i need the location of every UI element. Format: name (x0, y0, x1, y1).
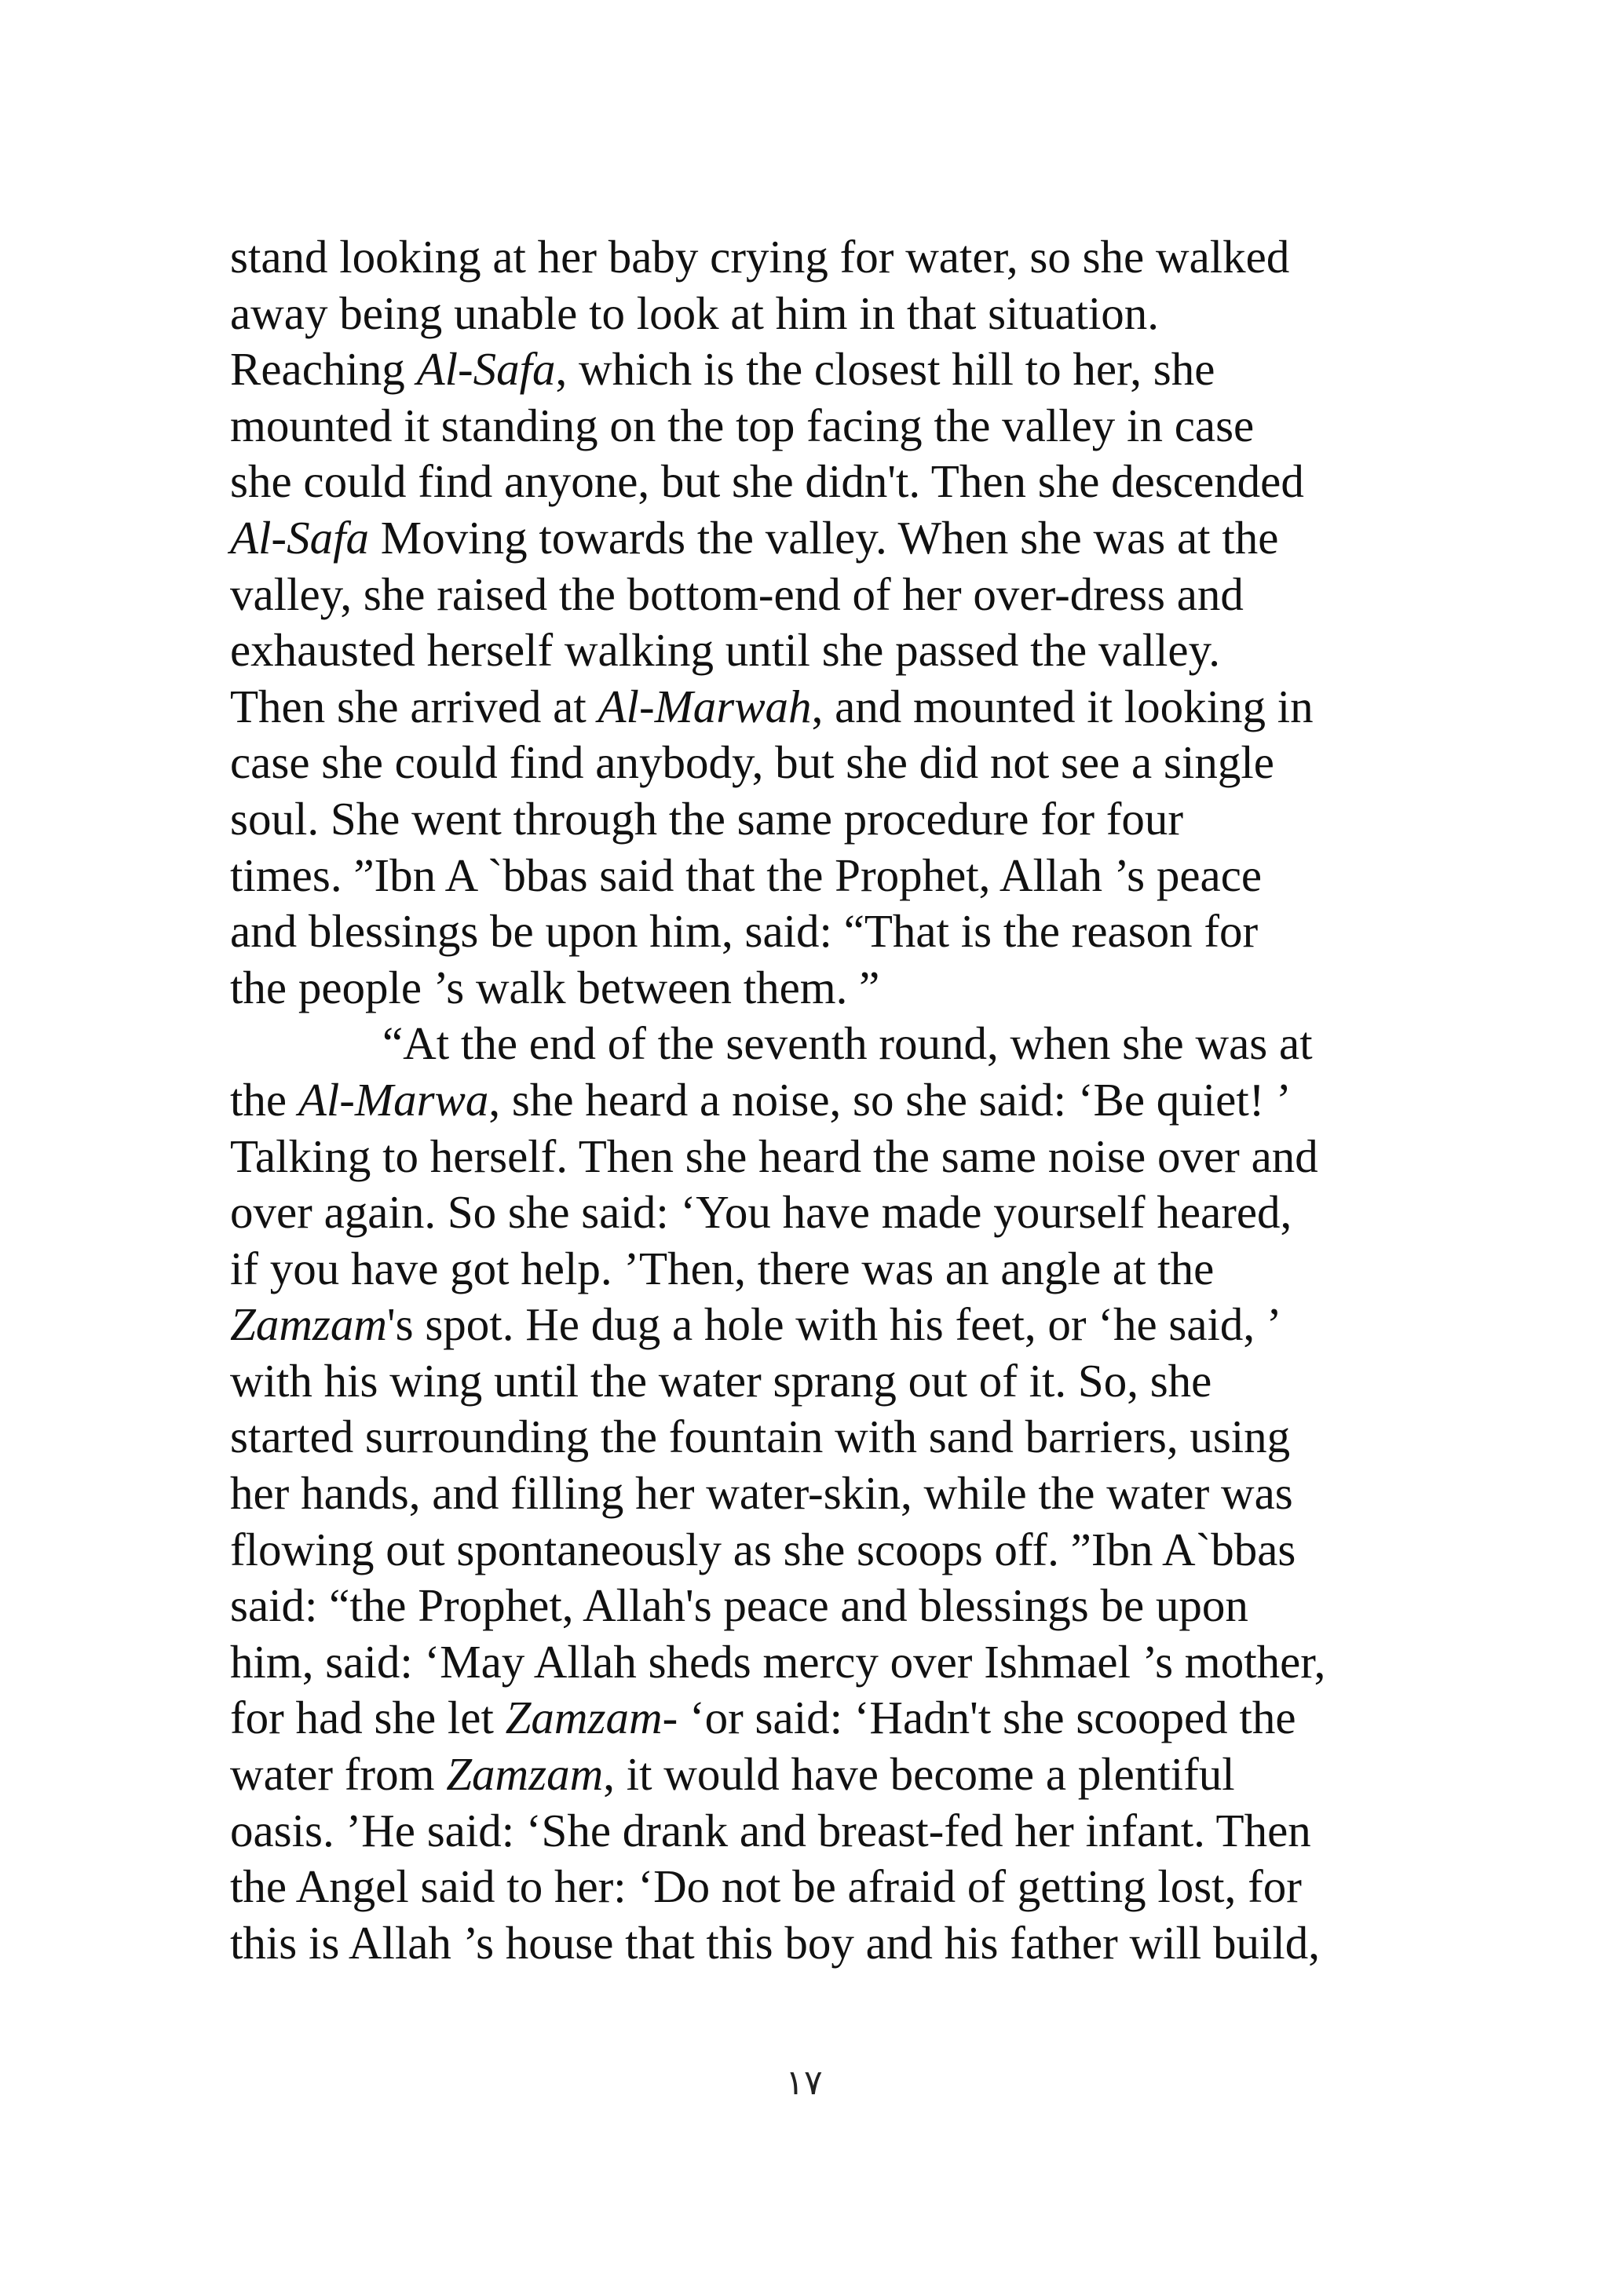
text-run: , which is the closest hill to her, she (555, 343, 1215, 396)
text-run: the people ’s walk between them. ” (230, 961, 880, 1013)
text-line (230, 791, 1388, 848)
text-line (230, 1803, 1388, 1860)
text-run: started surrounding the fountain with sand barriers, using (230, 1411, 1291, 1463)
text-line (230, 679, 1388, 736)
text-run: water from (230, 1748, 447, 1801)
text-line (230, 1409, 1388, 1466)
text-run: soul. She went through the same procedure for four (230, 792, 1184, 845)
text-line (230, 1578, 1388, 1634)
text-run: , she heard a noise, so she said: ‘Be quiet! ’ (488, 1073, 1292, 1126)
text-run: over again. So she said: ‘You have made yourself heared, (230, 1186, 1292, 1239)
text-line (230, 903, 1388, 960)
text-run: Reaching (230, 343, 417, 396)
italic-term: Al-Marwah (598, 680, 812, 732)
text-run: she could find anyone, but she didn't. Then she descended (230, 455, 1304, 508)
text-run: this is Allah ’s house that this boy and his father will build, (230, 1916, 1321, 1969)
text-run: , and mounted it looking in (811, 680, 1314, 732)
text-line (230, 1072, 1388, 1129)
text-line (230, 1129, 1388, 1185)
text-line (230, 1185, 1388, 1241)
text-run: said: “the Prophet, Allah's peace and blessings be upon (230, 1579, 1248, 1632)
italic-term: Al-Safa (416, 343, 556, 396)
text-run: away being unable to look at him in that situation. (230, 287, 1160, 339)
text-run: valley, she raised the bottom-end of her over-dress and (230, 568, 1244, 620)
text-run: Then she arrived at (230, 680, 598, 732)
text-run: stand looking at her baby crying for water, so she walked (230, 231, 1290, 283)
text-run: oasis. ’He said: ‘She drank and breast-fed her infant. Then (230, 1804, 1311, 1856)
italic-term: Zamzam (230, 1298, 387, 1351)
text-run: Talking to herself. Then she heard the same noise over and (230, 1130, 1318, 1182)
page-number: ١٧ (785, 2063, 823, 2103)
text-run: for had she let (230, 1692, 506, 1744)
page-text (230, 229, 1388, 1971)
text-line (230, 1522, 1388, 1579)
text-run: and blessings be upon him, said: “That is the reason for (230, 905, 1259, 958)
text-run: times. ”Ibn A `bbas said that the Prophet, Allah ’s peace (230, 849, 1263, 901)
text-run: mounted it standing on the top facing the valley in case (230, 399, 1255, 451)
text-run: if you have got help. ’Then, there was an angle at the (230, 1242, 1215, 1294)
text-run: case she could find anybody, but she did not see a single (230, 736, 1274, 789)
italic-term: Zamzam (505, 1692, 663, 1744)
text-line (230, 848, 1388, 904)
text-run: 's spot. He dug a hole with his feet, or ‘he said, ’ (387, 1298, 1282, 1351)
text-line (230, 1859, 1388, 1915)
text-run: , it would have become a plentiful (603, 1748, 1235, 1801)
text-line (230, 341, 1388, 398)
text-line (230, 510, 1388, 567)
text-line (230, 1016, 1388, 1072)
italic-term: Al-Safa (230, 511, 369, 564)
text-run: Moving towards the valley. When she was at the (368, 511, 1279, 564)
text-line (230, 1690, 1388, 1747)
text-run: - ‘or said: ‘Hadn't she scooped the (662, 1692, 1296, 1744)
text-run: exhausted herself walking until she passed the valley. (230, 624, 1221, 677)
text-line (230, 567, 1388, 623)
text-line (230, 1466, 1388, 1522)
text-line (230, 1747, 1388, 1803)
text-line (230, 735, 1388, 791)
text-line (230, 286, 1388, 342)
text-line (230, 398, 1388, 454)
text-run: him, said: ‘May Allah sheds mercy over Ishmael ’s mother, (230, 1635, 1326, 1688)
text-run: flowing out spontaneously as she scoops off. ”Ibn A`bbas (230, 1523, 1296, 1575)
text-line (230, 1353, 1388, 1410)
text-run: the Angel said to her: ‘Do not be afraid of getting lost, for (230, 1860, 1302, 1913)
text-line (230, 1297, 1388, 1353)
text-run: her hands, and filling her water-skin, while the water was (230, 1467, 1293, 1520)
text-line (230, 454, 1388, 510)
text-run: with his wing until the water sprang out of it. So, she (230, 1354, 1212, 1407)
italic-term: Zamzam (446, 1748, 604, 1801)
italic-term: Al-Marwa (298, 1073, 489, 1126)
text-run: “At the end of the seventh round, when she was at (382, 1017, 1313, 1070)
text-line (230, 960, 1388, 1017)
text-line (230, 1915, 1388, 1972)
text-line (230, 1634, 1388, 1691)
text-run: the (230, 1073, 298, 1126)
text-line (230, 229, 1388, 286)
text-line (230, 1241, 1388, 1298)
text-line (230, 622, 1388, 679)
